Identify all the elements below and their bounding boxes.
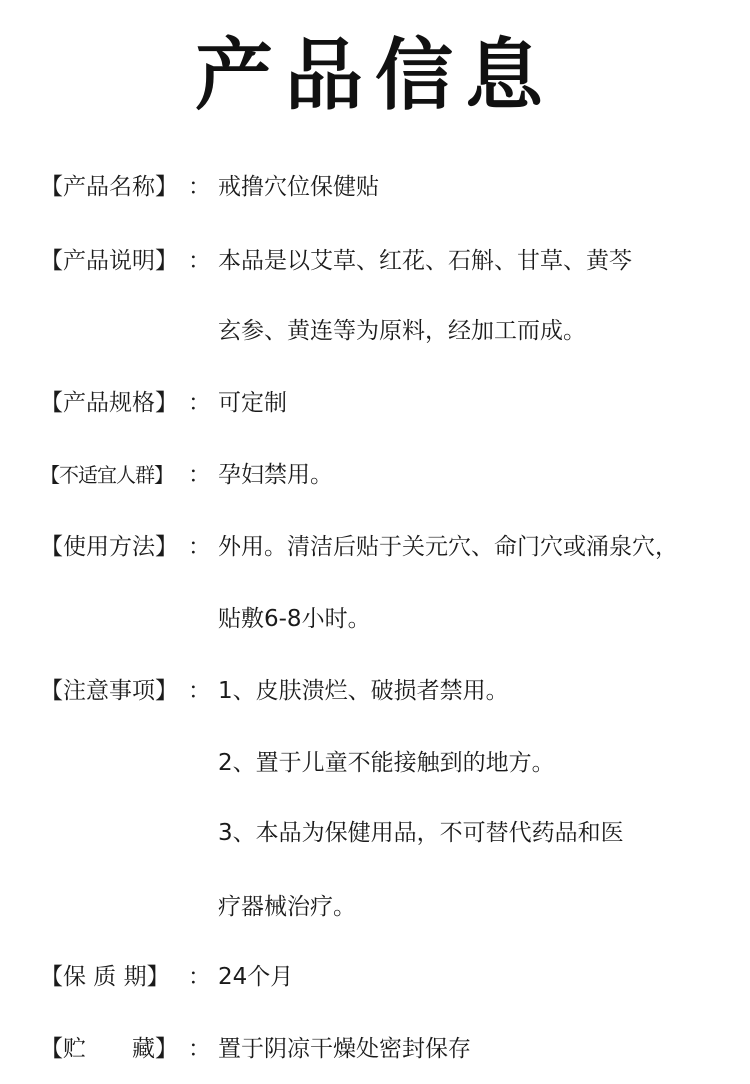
row-separator: ： [188,462,211,488]
row-value-continued: 贴敷6-8小时。 [218,606,371,632]
row-value-continued: 2、置于儿童不能接触到的地方。 [218,750,555,776]
row-label: 【保 质 期】 [40,964,170,990]
row-label: 【产品说明】 [40,248,178,274]
row-separator: ： [188,964,211,990]
row-label: 【不适宜人群】 [40,463,173,487]
row-value-continued: 疗器械治疗。 [218,894,356,920]
row-value: 孕妇禁用。 [218,462,333,488]
row-label: 【产品规格】 [40,390,178,416]
row-separator: ： [188,534,211,560]
row-value-continued: 玄参、黄连等为原料，经加工而成。 [218,318,586,344]
page-title: 产品信息 [194,30,555,121]
row-separator: ： [188,390,211,416]
row-value-continued: 3、本品为保健用品，不可替代药品和医 [218,820,624,846]
row-value: 1、皮肤溃烂、破损者禁用。 [218,678,509,704]
row-separator: ： [188,248,211,274]
row-value: 戒撸穴位保健贴 [218,174,379,200]
row-separator: ： [188,174,211,200]
row-label: 【注意事项】 [40,678,178,704]
row-label: 【贮 藏】 [40,1036,178,1062]
row-value: 置于阴凉干燥处密封保存 [218,1036,471,1062]
row-value: 可定制 [218,390,287,416]
row-label: 【产品名称】 [40,174,178,200]
row-value: 本品是以艾草、红花、石斛、甘草、黄芩 [218,248,632,274]
row-value: 外用。清洁后贴于关元穴、命门穴或涌泉穴， [218,534,678,560]
row-value: 24个月 [218,964,294,990]
row-label: 【使用方法】 [40,534,178,560]
row-separator: ： [188,1036,211,1062]
row-separator: ： [188,678,211,704]
